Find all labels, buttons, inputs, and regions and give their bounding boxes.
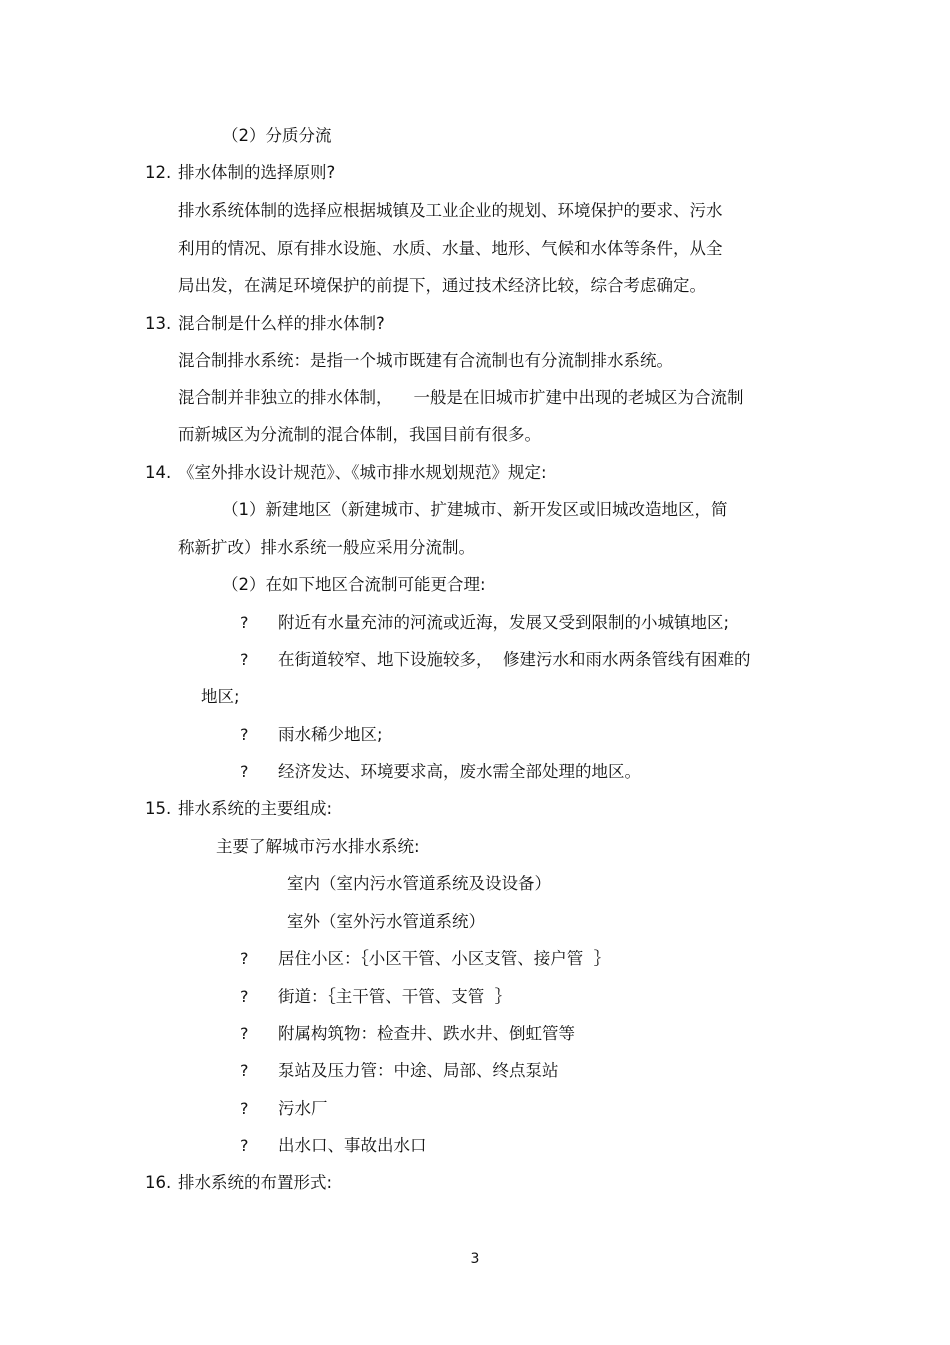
bullet-text: 雨水稀少地区; <box>278 725 383 744</box>
bullet-marker: ? <box>240 725 249 744</box>
text-line: （2）在如下地区合流制可能更合理: <box>222 575 486 594</box>
bullet-text: 附近有水量充沛的河流或近海，发展又受到限制的小城镇地区; <box>278 613 730 632</box>
question-heading: 排水系统的主要组成: <box>178 799 333 818</box>
bullet-text: 经济发达、环境要求高，废水需全部处理的地区。 <box>278 762 641 781</box>
question-heading: 混合制是什么样的排水体制? <box>178 314 385 333</box>
question-number: 12. <box>145 163 172 182</box>
text-line: 室内（室内污水管道系统及设设备） <box>287 874 551 893</box>
question-heading: 排水系统的布置形式: <box>178 1173 333 1192</box>
text-line: 称新扩改）排水系统一般应采用分流制。 <box>178 538 475 557</box>
bullet-marker: ? <box>240 1136 249 1155</box>
text-line: （1）新建地区（新建城市、扩建城市、新开发区或旧城改造地区，简 <box>222 500 728 519</box>
text-line: 地区; <box>201 687 240 706</box>
bullet-marker: ? <box>240 650 249 669</box>
bullet-text: 污水厂 <box>278 1099 328 1118</box>
bullet-text: 附属构筑物：检查井、跌水井、倒虹管等 <box>278 1024 575 1043</box>
bullet-text: 在街道较窄、地下设施较多， 修建污水和雨水两条管线有困难的 <box>278 650 751 669</box>
text-line: 局出发，在满足环境保护的前提下，通过技术经济比较，综合考虑确定。 <box>178 276 706 295</box>
bullet-text: 居住小区：｛小区干管、小区支管、接户管 ｝ <box>278 949 611 968</box>
bullet-text: 泵站及压力管：中途、局部、终点泵站 <box>278 1061 559 1080</box>
bullet-marker: ? <box>240 987 249 1006</box>
text-line: 而新城区为分流制的混合体制，我国目前有很多。 <box>178 425 541 444</box>
question-number: 16. <box>145 1173 172 1192</box>
text-line: 主要了解城市污水排水系统: <box>216 837 420 856</box>
bullet-marker: ? <box>240 1061 249 1080</box>
bullet-marker: ? <box>240 1099 249 1118</box>
bullet-marker: ? <box>240 1024 249 1043</box>
question-heading: 排水体制的选择原则? <box>178 163 336 182</box>
text-line: 混合制排水系统：是指一个城市既建有合流制也有分流制排水系统。 <box>178 351 673 370</box>
page-number: 3 <box>470 1251 480 1267</box>
bullet-marker: ? <box>240 613 249 632</box>
question-number: 13. <box>145 314 172 333</box>
text-line: （2）分质分流 <box>222 126 332 145</box>
text-line: 混合制并非独立的排水体制， 一般是在旧城市扩建中出现的老城区为合流制 <box>178 388 744 407</box>
text-line: 室外（室外污水管道系统） <box>287 912 485 931</box>
text-line: 利用的情况、原有排水设施、水质、水量、地形、气候和水体等条件，从全 <box>178 239 723 258</box>
bullet-marker: ? <box>240 762 249 781</box>
bullet-text: 街道：｛主干管、干管、支管 ｝ <box>278 987 512 1006</box>
question-number: 14. <box>145 463 172 482</box>
bullet-marker: ? <box>240 949 249 968</box>
bullet-text: 出水口、事故出水口 <box>278 1136 427 1155</box>
question-heading: 《室外排水设计规范》、《城市排水规划规范》规定: <box>178 463 547 482</box>
question-number: 15. <box>145 799 172 818</box>
text-line: 排水系统体制的选择应根据城镇及工业企业的规划、环境保护的要求、污水 <box>178 201 723 220</box>
